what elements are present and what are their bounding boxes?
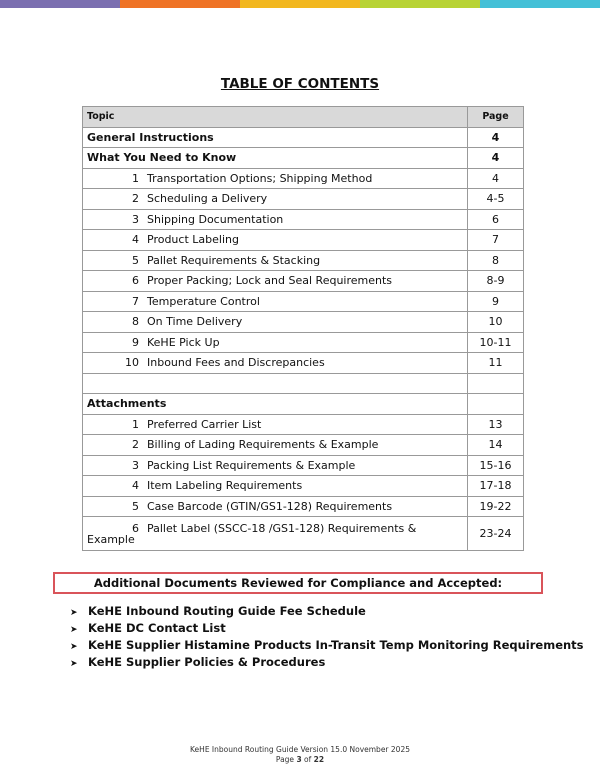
row-label: Temperature Control bbox=[147, 294, 260, 308]
row-page: 4 bbox=[468, 127, 524, 148]
header-page: Page bbox=[468, 107, 524, 128]
list-item bbox=[70, 637, 584, 654]
page-total: 22 bbox=[313, 755, 325, 764]
table-row bbox=[83, 435, 524, 456]
row-label: On Time Delivery bbox=[147, 315, 243, 329]
row-label: Proper Packing; Lock and Seal Requirements bbox=[147, 274, 393, 288]
row-label: Pallet Label (SSCC-18 /GS1-128) Requirements & Example bbox=[87, 521, 417, 546]
row-label: Attachments bbox=[87, 397, 167, 411]
row-page: 15-16 bbox=[468, 455, 524, 476]
table-row bbox=[83, 312, 524, 333]
row-topic bbox=[83, 476, 468, 497]
row-topic bbox=[83, 291, 468, 312]
row-page: 13 bbox=[468, 414, 524, 435]
row-label: Shipping Documentation bbox=[147, 212, 284, 226]
table-row bbox=[83, 373, 524, 394]
table-row bbox=[83, 394, 524, 415]
row-page: 6 bbox=[468, 209, 524, 230]
row-page: 4 bbox=[468, 168, 524, 189]
row-topic bbox=[83, 312, 468, 333]
row-label: What You Need to Know bbox=[87, 151, 237, 165]
footer bbox=[0, 745, 600, 765]
row-label: General Instructions bbox=[87, 130, 214, 144]
row-page: 23-24 bbox=[468, 517, 524, 551]
row-page: 4 bbox=[468, 148, 524, 169]
footer-title: KeHE Inbound Routing Guide Version 15.0 November 2025 bbox=[190, 745, 410, 754]
list-item bbox=[70, 654, 584, 671]
row-number: 6 bbox=[132, 274, 139, 288]
row-label: Item Labeling Requirements bbox=[147, 479, 303, 493]
row-topic bbox=[83, 127, 468, 148]
row-page: 14 bbox=[468, 435, 524, 456]
row-topic bbox=[83, 148, 468, 169]
table-row bbox=[83, 250, 524, 271]
row-number: 1 bbox=[132, 417, 139, 431]
row-label: KeHE Pick Up bbox=[147, 335, 220, 349]
row-label: Case Barcode (GTIN/GS1-128) Requirements bbox=[147, 499, 393, 513]
table-row bbox=[83, 148, 524, 169]
row-number: 8 bbox=[132, 315, 139, 329]
row-page bbox=[468, 394, 524, 415]
table-row bbox=[83, 271, 524, 292]
list-item bbox=[70, 620, 584, 637]
table-row bbox=[83, 127, 524, 148]
list-item-label: KeHE Inbound Routing Guide Fee Schedule bbox=[88, 604, 366, 618]
row-label: Inbound Fees and Discrepancies bbox=[147, 356, 325, 370]
row-topic bbox=[83, 168, 468, 189]
row-topic bbox=[83, 435, 468, 456]
row-label: Transportation Options; Shipping Method bbox=[147, 171, 373, 185]
row-topic bbox=[83, 517, 468, 551]
row-page: 8-9 bbox=[468, 271, 524, 292]
table-row bbox=[83, 353, 524, 374]
row-label: Pallet Requirements & Stacking bbox=[147, 253, 321, 267]
row-page: 4-5 bbox=[468, 189, 524, 210]
additional-docs-list bbox=[70, 603, 584, 671]
footer-page: Page 3 of 22 bbox=[275, 755, 325, 764]
row-topic bbox=[83, 189, 468, 210]
row-number: 4 bbox=[132, 233, 139, 247]
list-item-label: KeHE DC Contact List bbox=[88, 621, 226, 635]
row-number: 7 bbox=[132, 294, 139, 308]
table-row bbox=[83, 414, 524, 435]
row-number: 5 bbox=[132, 253, 139, 267]
toc-table bbox=[82, 106, 524, 551]
row-page bbox=[468, 373, 524, 394]
row-label: Billing of Lading Requirements & Example bbox=[147, 438, 379, 452]
row-number: 2 bbox=[132, 438, 139, 452]
row-page: 7 bbox=[468, 230, 524, 251]
row-label: Product Labeling bbox=[147, 233, 239, 247]
row-topic bbox=[83, 332, 468, 353]
table-header bbox=[83, 107, 524, 128]
page-title: TABLE OF CONTENTS bbox=[220, 76, 380, 92]
row-number: 9 bbox=[132, 335, 139, 349]
row-number: 6 bbox=[132, 521, 139, 535]
row-topic bbox=[83, 414, 468, 435]
row-number: 3 bbox=[132, 458, 139, 472]
table-row bbox=[83, 189, 524, 210]
table-row bbox=[83, 496, 524, 517]
color-stripe bbox=[0, 0, 600, 8]
row-number: 2 bbox=[132, 192, 139, 206]
row-page: 10-11 bbox=[468, 332, 524, 353]
row-number: 1 bbox=[132, 171, 139, 185]
table-row bbox=[83, 209, 524, 230]
page-number: 3 bbox=[296, 755, 302, 764]
row-page: 11 bbox=[468, 353, 524, 374]
row-page: 17-18 bbox=[468, 476, 524, 497]
stripe-segment bbox=[360, 0, 480, 8]
table-row bbox=[83, 291, 524, 312]
table-row bbox=[83, 230, 524, 251]
row-topic bbox=[83, 455, 468, 476]
arrow-bullet-icon: ➤ bbox=[70, 625, 78, 635]
row-page: 10 bbox=[468, 312, 524, 333]
row-topic bbox=[83, 353, 468, 374]
row-number: 3 bbox=[132, 212, 139, 226]
table-row bbox=[83, 168, 524, 189]
row-topic bbox=[83, 496, 468, 517]
row-label: Packing List Requirements & Example bbox=[147, 458, 356, 472]
stripe-segment bbox=[0, 0, 120, 8]
row-number: 10 bbox=[125, 356, 139, 370]
stripe-segment bbox=[480, 0, 600, 8]
row-page: 8 bbox=[468, 250, 524, 271]
row-topic bbox=[83, 394, 468, 415]
row-page: 9 bbox=[468, 291, 524, 312]
table-row bbox=[83, 455, 524, 476]
stripe-segment bbox=[120, 0, 240, 8]
arrow-bullet-icon: ➤ bbox=[70, 659, 78, 669]
row-topic bbox=[83, 373, 468, 394]
table-row bbox=[83, 517, 524, 551]
row-topic bbox=[83, 250, 468, 271]
table-row bbox=[83, 476, 524, 497]
additional-docs-heading: Additional Documents Reviewed for Compliance and Accepted: bbox=[53, 572, 543, 594]
row-label: Scheduling a Delivery bbox=[147, 192, 268, 206]
row-topic bbox=[83, 209, 468, 230]
row-number: 5 bbox=[132, 499, 139, 513]
list-item bbox=[70, 603, 584, 620]
arrow-bullet-icon: ➤ bbox=[70, 608, 78, 618]
row-number: 4 bbox=[132, 479, 139, 493]
arrow-bullet-icon: ➤ bbox=[70, 642, 78, 652]
row-label: Preferred Carrier List bbox=[147, 417, 262, 431]
list-item-label: KeHE Supplier Histamine Products In-Transit Temp Monitoring Requirements bbox=[88, 638, 584, 652]
header-topic: Topic bbox=[83, 107, 468, 128]
row-topic bbox=[83, 271, 468, 292]
table-row bbox=[83, 332, 524, 353]
stripe-segment bbox=[240, 0, 360, 8]
row-page: 19-22 bbox=[468, 496, 524, 517]
row-topic bbox=[83, 230, 468, 251]
list-item-label: KeHE Supplier Policies & Procedures bbox=[88, 655, 326, 669]
